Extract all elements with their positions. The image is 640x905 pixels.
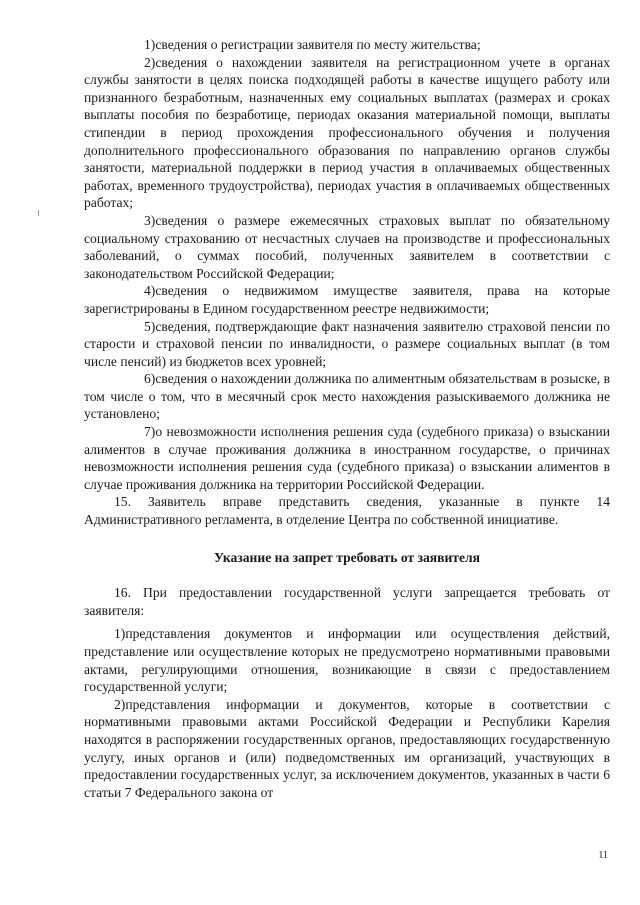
list-item-text: сведения о регистрации заявителя по месту жительства; — [155, 37, 481, 52]
list-item — [84, 282, 610, 317]
list-item — [84, 423, 610, 493]
list-item — [84, 370, 610, 423]
list-item-number: 4) — [144, 283, 156, 299]
list-item-text: сведения о нахождении должника по алиментным обязательствам в розыске, в том числе о том, что в месячный срок место нахождения разыскиваемого должника не установлено; — [84, 371, 610, 422]
page-number: 11 — [598, 850, 608, 861]
list-item — [84, 696, 610, 802]
list-item — [84, 318, 610, 371]
scan-mark — [38, 210, 39, 216]
list-item — [84, 54, 610, 212]
list-item-number: 2) — [144, 54, 156, 70]
document-body — [84, 36, 610, 801]
paragraph-16: 16. При предоставлении государственной услуги запрещается требовать от заявителя: — [84, 585, 610, 618]
list-item-number: 6) — [144, 371, 156, 387]
section-heading: Указание на запрет требовать от заявителя — [214, 549, 480, 565]
list-item — [84, 212, 610, 282]
list-item-text: сведения, подтверждающие факт назначения заявителю страховой пенсии по старости и страховой пенсии по инвалидности, о размере социальных выплат (в том числе пенсий) из бюджетов всех уровней; — [84, 318, 610, 369]
list-item — [84, 625, 610, 695]
paragraph-15: 15. Заявитель вправе представить сведения, указанные в пункте 14 Административного регламента, в отделение Центра по собственной инициативе. — [84, 494, 610, 528]
list-item-number: 3) — [144, 212, 156, 228]
list-item-number: 1) — [114, 626, 126, 642]
list-item-text: сведения о размере ежемесячных страховых выплат по обязательному социальному страхованию от несчастных случаев на производстве и профессиональных заболеваний, о суммах пособий, полученных заявителем в соответствии с законодательством Российской Федерации; — [84, 212, 610, 281]
list-item — [84, 36, 610, 54]
list-item-number: 1) — [144, 37, 156, 52]
list-item-text: сведения о недвижимом имуществе заявителя, права на которые зарегистрированы в Едином государственном реестре недвижимости; — [84, 283, 610, 316]
list-item-text: представления информации и документов, которые в соответствии с нормативными правовыми актами Российской Федерации и Республики Карелия находятся в распоряжении государственных органов, предоставляющих государственную услугу, иных органов и (или) подведомственных им организаций, участвующих в предоставлении государственных услуг, за исключением документов, указанных в части 6 статьи 7 Федерального закона от — [84, 696, 610, 800]
list-item-number: 5) — [144, 318, 156, 334]
list-item-number: 2) — [114, 696, 126, 712]
list-item-number: 7) — [144, 424, 156, 440]
list-item-text: сведения о нахождении заявителя на регистрационном учете в органах службы занятости в целях поиска подходящей работы в качестве ищущего работу или признанного безработным, назначенных ему социальных выплатах (размерах и сроках выплаты пособия по безработице, периодах оказания материальной помощи, выплаты стипендии в период прохождения профессионального обучения и получения дополнительного профессионального образования по направлению органов службы занятости, материальной поддержки в период участия в оплачиваемых общественных работах, временного трудоустройства), периодах участия в оплачиваемых общественных работах; — [84, 54, 610, 211]
list-item-text: представления документов и информации или осуществления действий, представление или осуществление которых не предусмотрено нормативными правовыми актами, регулирующими отношения, возникающие в связи с предоставлением государственной услуги; — [84, 626, 610, 695]
list-item-text: о невозможности исполнения решения суда (судебного приказа) о взыскании алиментов в случае проживания должника в иностранном государстве, о причинах невозможности исполнения решения суда (судебного приказа) о взыскании алиментов в случае проживания должника на территории Российской Федерации. — [84, 424, 610, 492]
